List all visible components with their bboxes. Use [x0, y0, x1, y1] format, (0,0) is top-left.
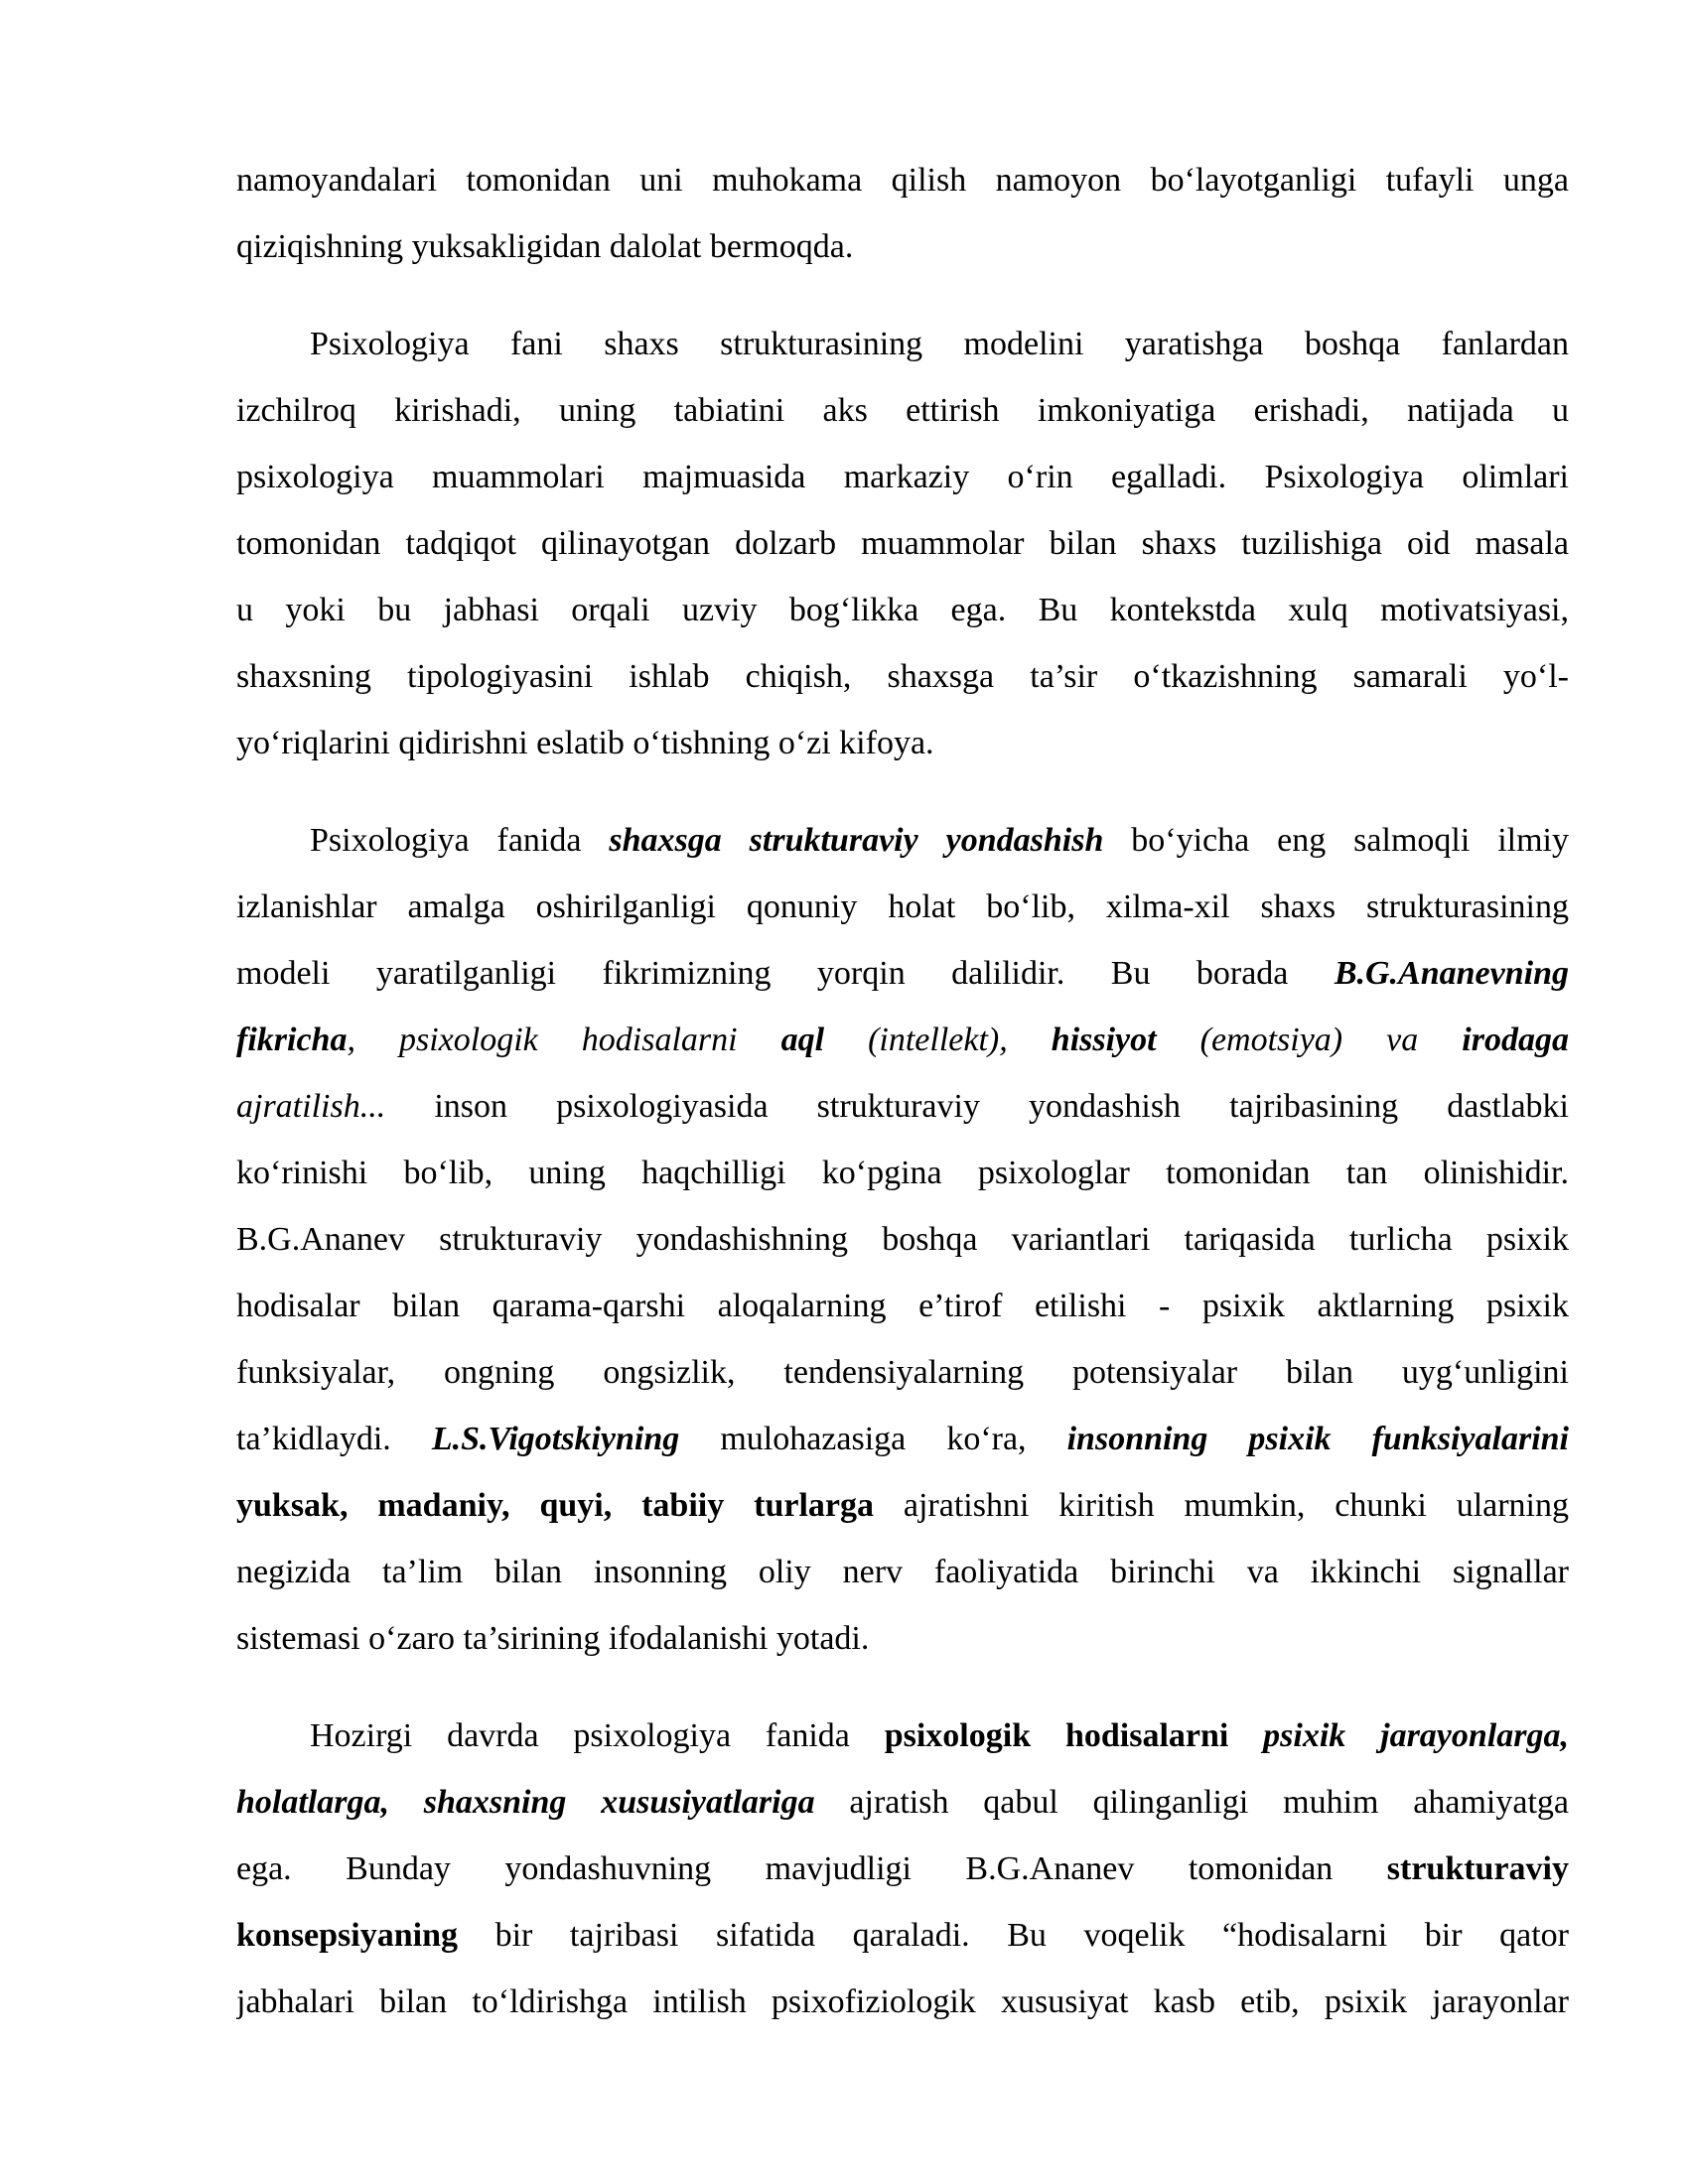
text-line — [236, 1406, 1569, 1472]
paragraph — [236, 311, 1569, 776]
text-run: B.G.Ananevning — [1334, 955, 1569, 992]
paragraph — [236, 807, 1569, 1672]
text-run: u yoki bu jabhasi orqali uzviy bog‘likka ega. Bu kontekstda xulq motivatsiyasi, — [236, 592, 1569, 628]
text-line — [236, 1140, 1569, 1206]
text-run: Hozirgi davrda psixologiya fanida — [310, 1717, 885, 1754]
text-run: ta’kidlaydi. — [236, 1421, 432, 1457]
text-run: yuksak, madaniy, quyi, tabiiy turlarga — [236, 1487, 874, 1524]
text-run: inson psixologiyasida strukturaviy yondashish tajribasining dastlabki — [385, 1088, 1569, 1125]
text-run: jabhalari bilan to‘ldirishga intilish psixofiziologik xususiyat kasb etib, psixik jarayonlar — [236, 1983, 1569, 2020]
text-line — [236, 1703, 1569, 1769]
text-line — [236, 1073, 1569, 1140]
text-run: ega. Bunday yondashuvning mavjudligi B.G.Ananev tomonidan — [236, 1850, 1387, 1887]
text-run: funksiyalar, ongning ongsizlik, tendensiyalarning potensiyalar bilan uyg‘unligini — [236, 1354, 1569, 1391]
text-run: tomonidan tadqiqot qilinayotgan dolzarb muammolar bilan shaxs tuzilishiga oid masala — [236, 525, 1569, 562]
text-run: hodisalar bilan qarama-qarshi aloqalarning e’tirof etilishi - psixik aktlarning psixik — [236, 1288, 1569, 1324]
text-run: psixologiya muammolari majmuasida markaziy o‘rin egalladi. Psixologiya olimlari — [236, 459, 1569, 495]
text-line — [236, 1273, 1569, 1339]
text-line — [236, 643, 1569, 710]
text-line — [236, 1769, 1569, 1836]
text-line — [236, 1007, 1569, 1073]
text-run: L.S.Vigotskiyning — [431, 1421, 680, 1457]
text-line — [236, 1206, 1569, 1273]
text-run: fikricha — [236, 1022, 348, 1058]
text-run: izchilroq kirishadi, uning tabiatini aks ettirish imkoniyatiga erishadi, natijada u — [236, 392, 1569, 429]
text-line — [236, 577, 1569, 643]
text-run: ajratish qabul qilinganligi muhim ahamiyatga — [814, 1784, 1569, 1821]
text-line — [236, 147, 1569, 213]
text-line — [236, 1539, 1569, 1605]
text-run: Psixologiya fani shaxs strukturasining modelini yaratishga boshqa fanlardan — [310, 326, 1569, 362]
paragraph — [236, 147, 1569, 280]
text-run: insonning psixik funksiyalarini — [1066, 1421, 1569, 1457]
text-line — [236, 1836, 1569, 1902]
text-run: psixologik hodisalarni — [884, 1717, 1264, 1754]
text-run: bo‘yicha eng salmoqli ilmiy — [1103, 822, 1569, 859]
text-run: shaxsga strukturaviy yondashish — [609, 822, 1104, 859]
text-run: holatlarga, shaxsning xususiyatlariga — [236, 1784, 815, 1821]
text-line — [236, 940, 1569, 1007]
text-run: , psixologik hodisalarni — [347, 1022, 781, 1058]
text-line — [236, 1472, 1569, 1539]
text-run: qiziqishning yuksakligidan dalolat bermoqda. — [236, 228, 854, 265]
text-line — [236, 807, 1569, 874]
text-run: Psixologiya fanida — [310, 822, 610, 859]
text-run: irodaga — [1462, 1022, 1569, 1058]
text-line — [236, 1339, 1569, 1406]
text-run: bir tajribasi sifatida qaraladi. Bu voqelik “hodisalarni bir qator — [458, 1917, 1569, 1954]
text-run: modeli yaratilganligi fikrimizning yorqin dalilidir. Bu borada — [236, 955, 1335, 992]
text-line — [236, 213, 1569, 280]
text-run: (emotsiya) va — [1156, 1022, 1463, 1058]
text-run: hissiyot — [1051, 1022, 1157, 1058]
text-run: negizida ta’lim bilan insonning oliy nerv faoliyatida birinchi va ikkinchi signallar — [236, 1554, 1569, 1590]
text-run: strukturaviy — [1386, 1850, 1569, 1887]
text-line — [236, 1902, 1569, 1969]
text-run: konsepsiyaning — [236, 1917, 458, 1954]
text-line — [236, 510, 1569, 577]
text-run: ko‘rinishi bo‘lib, uning haqchilligi ko‘pgina psixologlar tomonidan tan olinishidir. — [236, 1155, 1569, 1191]
text-run: sistemasi o‘zaro ta’sirining ifodalanishi yotadi. — [236, 1620, 870, 1657]
text-line — [236, 311, 1569, 377]
text-run: aql — [780, 1022, 825, 1058]
text-run: yo‘riqlarini qidirishni eslatib o‘tishning o‘zi kifoya. — [236, 725, 934, 761]
text-run: B.G.Ananev strukturaviy yondashishning boshqa variantlari tariqasida turlicha psixik — [236, 1221, 1569, 1258]
text-run: shaxsning tipologiyasini ishlab chiqish, shaxsga ta’sir o‘tkazishning samarali yo‘l- — [236, 658, 1569, 695]
text-line — [236, 377, 1569, 444]
text-run: namoyandalari tomonidan uni muhokama qilish namoyon bo‘layotganligi tufayli unga — [236, 162, 1569, 199]
text-line — [236, 1969, 1569, 2035]
text-run: mulohazasiga ko‘ra, — [679, 1421, 1067, 1457]
text-run: ajratishni kiritish mumkin, chunki ularning — [874, 1487, 1569, 1524]
text-line — [236, 710, 1569, 776]
text-run: ajratilish... — [236, 1088, 386, 1125]
text-line — [236, 874, 1569, 940]
text-line — [236, 1605, 1569, 1672]
text-run: izlanishlar amalga oshirilganligi qonuniy holat bo‘lib, xilma-xil shaxs strukturasining — [236, 888, 1569, 925]
text-run: (intellekt), — [824, 1022, 1052, 1058]
paragraph — [236, 1703, 1569, 2035]
text-run: psixik jarayonlarga, — [1263, 1717, 1569, 1754]
text-line — [236, 444, 1569, 510]
